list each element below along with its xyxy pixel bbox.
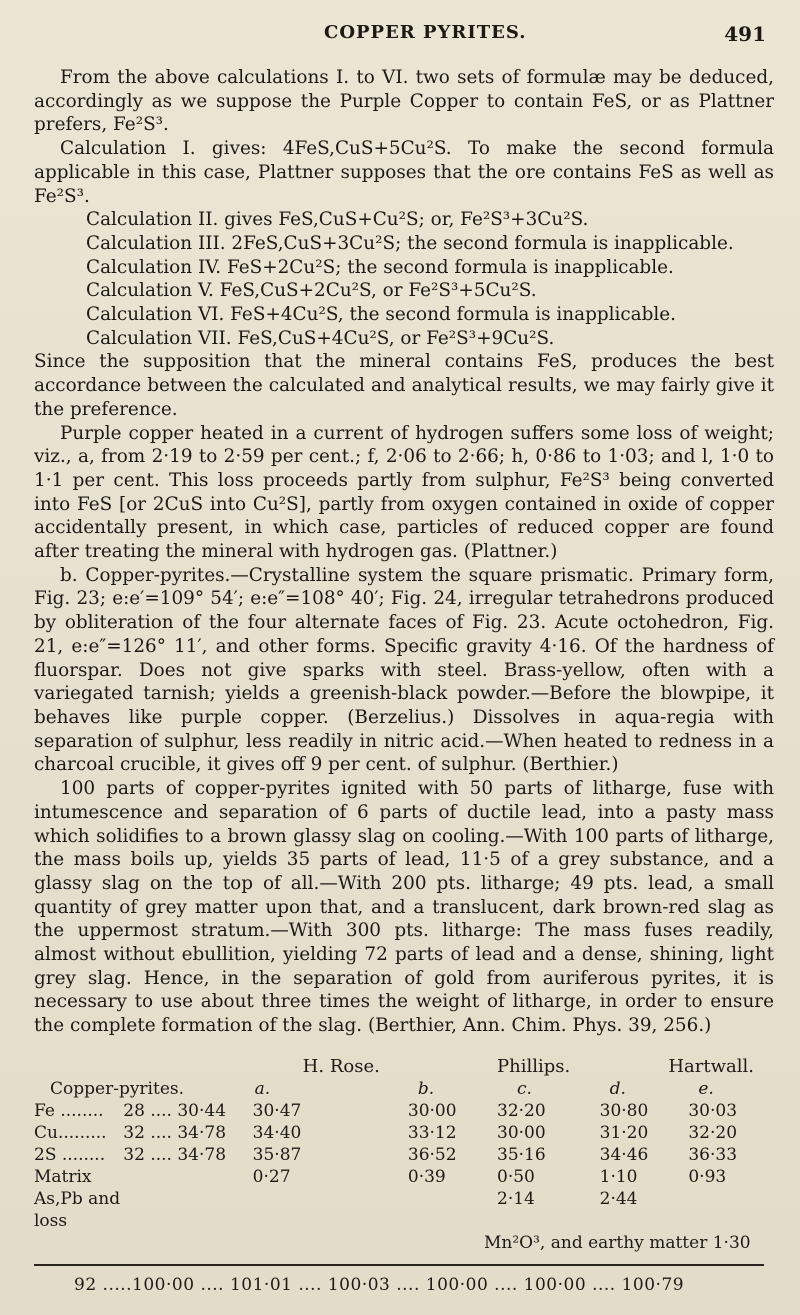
table-row [34,1122,754,1144]
paragraph: Purple copper heated in a current of hydrogen suffers some loss of weight; viz., a, from 2·19 to 2·59 per cent.; f, 2·06 to 2·66; h, 0·86 to 1·03; and l, 1·0 to 1·1 per cent. This loss proceeds partly from sulphur, Fe²S³ being converted into FeS [or 2CuS into Cu²S], partly from oxygen contained in oxide of copper accidentally present, in which case, particles of reduced copper are found after treating the mineral with hydrogen gas. (Plattner.) [34,422,774,563]
value-cell: 30·00 [497,1122,546,1143]
row-label: 2S ........ [34,1144,106,1165]
value-cell [388,1188,457,1232]
analysis-table-block [34,1056,774,1296]
value-cell: 35·87 [252,1144,302,1165]
table-row [34,1144,754,1166]
table-row [34,1188,754,1232]
column-letter: c. [517,1078,532,1099]
value-cell: 30·00 [407,1100,457,1121]
value-cell [243,1188,388,1232]
value-cell: 32·20 [497,1100,546,1121]
column-letter: d. [609,1078,626,1099]
value-cell: 33·12 [407,1122,457,1143]
author-cell [580,1056,649,1078]
author-cell [388,1056,457,1078]
calc-cell: 32 .... 34·78 [123,1144,227,1165]
calculation-line: Calculation VII. FeS,CuS+4Cu²S, or Fe²S³+9Cu²S. [86,327,555,349]
paragraph: b. Copper-pyrites.—Crystalline system the square prismatic. Primary form, Fig. 23; e:e′=109° 54′; e:e″=108° 40′; Fig. 24, irregular tetrahedrons produced by obliteration of the four alternate faces of Fig. 23. Acute octohedron, Fig. 21, e:e″=126° 11′, and other forms. Specific gravity 4·16. Of the hardness of fluorspar. Does not give sparks with steel. Brass-yellow, often with a variegated tarnish; yields a greenish-black powder.—Before the blowpipe, it behaves like purple copper. (Berzelius.) Dissolves in aqua-regia with separation of sulphur, less readily in nitric acid.—When heated to redness in a charcoal crucible, it gives off 9 per cent. of sulphur. (Berthier.) [34,564,774,776]
value-cell: 36·33 [688,1144,738,1165]
value-cell: 0·93 [688,1166,727,1187]
paragraph: 100 parts of copper-pyrites ignited with 50 parts of litharge, fuse with intumescence and separation of 6 parts of ductile lead, into a pasty mass which solidifies to a brown glassy slag on cooling.—With 100 parts of litharge, the mass boils up, yields 35 parts of lead, 11·5 of a grey substance, and a glassy slag on the top of all.—With 200 pts. litharge; 49 pts. lead, a small quantity of grey matter upon that, and a translucent, dark brown-red slag as the uppermost stratum.—With 300 pts. litharge: The mass fuses readily, almost without ebullition, yielding 72 parts of lead and a dense, shining, light grey slag. Hence, in the separation of gold from auriferous pyrites, it is necessary to use about three times the weight of litharge, in order to ensure the complete formation of the slag. (Berthier, Ann. Chim. Phys. 39, 256.) [34,778,774,1037]
page-header [34,22,774,56]
value-cell: 34·40 [252,1122,302,1143]
calc-cell [123,1166,242,1188]
page-number: 491 [724,22,766,46]
value-cell [648,1188,754,1232]
authors-row [34,1056,754,1078]
column-letter: a. [254,1078,271,1099]
calculation-line: Calculation V. FeS,CuS+2Cu²S, or Fe²S³+5Cu²S. [86,280,537,302]
row-label: Matrix [34,1166,92,1187]
author-cell: Hartwall. [668,1055,754,1077]
author-cell [34,1056,123,1078]
calculation-line: Calculation III. 2FeS,CuS+3Cu²S; the second formula is inapplicable. [86,232,734,254]
value-cell: 30·47 [252,1100,302,1121]
author-cell: H. Rose. [302,1055,380,1077]
paragraph: Calculation I. gives: 4FeS,CuS+5Cu²S. To make the second formula applicable in this case, Plattner supposes that the ore contains FeS as well as Fe²S³. [34,138,774,207]
paragraph: From the above calculations I. to VI. two sets of formulæ may be deduced, accordingly as we suppose the Purple Copper to contain FeS, or as Plattner prefers, Fe²S³. [34,67,774,136]
value-cell: 30·80 [599,1100,649,1121]
author-cell [123,1056,242,1078]
column-letter: b. [417,1078,435,1099]
value-cell: 0·39 [407,1166,446,1187]
column-letter: e. [698,1078,714,1099]
value-cell: 0·50 [497,1166,535,1187]
value-cell: 32·20 [688,1122,738,1143]
value-cell: 2·14 [497,1188,535,1209]
value-cell: 0·27 [252,1166,291,1187]
calc-cell [123,1188,242,1232]
row-label: Cu......... [34,1122,107,1143]
value-cell: 30·03 [688,1100,738,1121]
calculation-line: Calculation VI. FeS+4Cu²S, the second formula is inapplicable. [86,304,677,326]
row-label: Fe ........ [34,1100,104,1121]
calc-cell: 32 .... 34·78 [123,1122,227,1143]
running-head: COPPER PYRITES. [324,22,527,43]
table-title: Copper-pyrites. [50,1078,185,1099]
analysis-table [34,1056,754,1232]
row-label: As,Pb and loss [34,1188,121,1231]
calculation-line: Calculation IV. FeS+2Cu²S; the second formula is inapplicable. [86,256,674,278]
letters-row [34,1078,754,1100]
mn-oxide-line: Mn²O³, and earthy matter 1·30 [484,1232,751,1253]
value-cell: 2·44 [599,1188,638,1209]
author-cell: Phillips. [497,1055,571,1077]
body-text [34,66,774,1038]
table-rule [34,1264,764,1266]
value-cell: 1·10 [599,1166,638,1187]
table-row [34,1166,754,1188]
value-cell: 35·16 [497,1144,546,1165]
value-cell: 36·52 [407,1144,457,1165]
calculation-line: Calculation II. gives FeS,CuS+Cu²S; or, Fe²S³+3Cu²S. [86,209,589,231]
paragraph: Since the supposition that the mineral contains FeS, produces the best accordance between the calculated and analytical results, we may fairly give it the preference. [34,351,774,420]
value-cell: 34·46 [599,1144,649,1165]
value-cell: 31·20 [599,1122,649,1143]
calc-cell: 28 .... 30·44 [123,1100,227,1121]
table-row [34,1100,754,1122]
totals-line: 92 .....100·00 .... 101·01 .... 100·03 .... 100·00 .... 100·00 .... 100·79 [74,1274,685,1295]
